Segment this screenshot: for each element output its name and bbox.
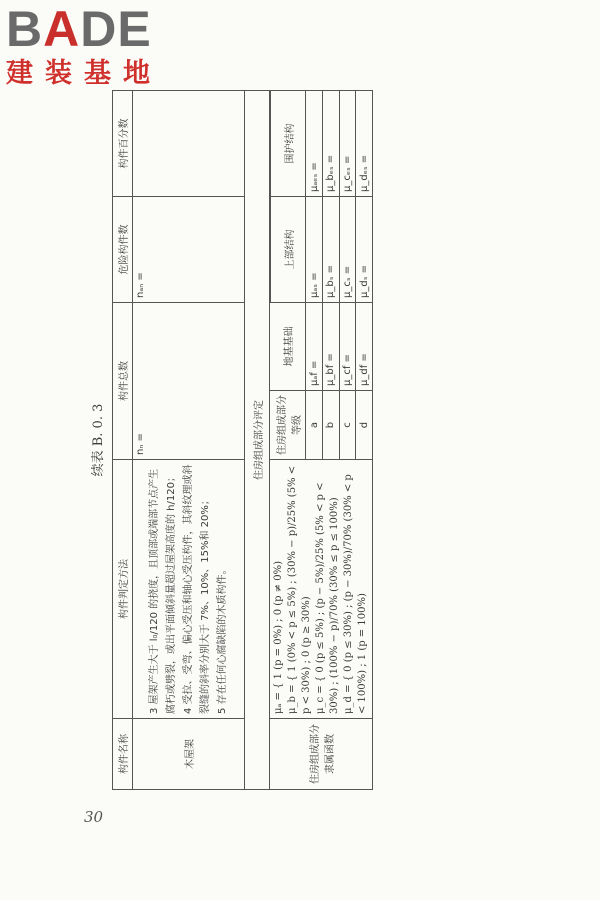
sub-header-upper: 上部结构 — [271, 197, 306, 303]
total-count-cell: nₙ = — [133, 302, 245, 459]
grade-a-foundation: μₐf = — [306, 302, 323, 390]
membership-label: 住房组成部分隶属函数 — [270, 719, 373, 790]
header-danger: 危险构件数 — [113, 197, 133, 303]
grade-b-foundation: μ_bf = — [323, 302, 340, 390]
grade-d-foundation: μ_df = — [356, 302, 373, 390]
logo-wordmark: BADE — [6, 1, 152, 57]
header-total: 构件总数 — [113, 302, 133, 459]
sub-header-envelope: 围护结构 — [271, 91, 306, 197]
grade-c: c — [339, 391, 356, 460]
grade-d: d — [356, 391, 373, 460]
grade-a-upper: μₐₛ = — [306, 197, 323, 303]
grade-b: b — [323, 391, 340, 460]
method-item: 4 受拉、受弯、偏心受压和轴心受压构件，其斜纹理或斜裂缝的斜率分别大于 7%、10%、15%和 20%； — [183, 464, 211, 714]
table-caption: 续表 B. 0. 3 — [91, 403, 106, 477]
method-item: 3 屋架产生大于 l₀/120 的挠度，且顶部或端部节点产生腐朽或劈裂，或出平面倾斜量超过屋架高度的 h/120； — [149, 468, 177, 714]
grade-header: 住房组成部分等级 — [270, 391, 306, 460]
grade-c-upper: μ_cₛ = — [339, 197, 356, 303]
logo — [6, 1, 176, 90]
section-title: 住房组成部分评定 — [245, 91, 270, 790]
grade-c-envelope: μ_cₑₛ = — [339, 91, 356, 197]
formula-d: μ_d = { 0 (p ≤ 30%) ; (p − 30%)/70% (30% < p < 100%) ; 1 (p = 100%) — [343, 474, 368, 714]
membership-formulas — [270, 460, 373, 719]
percentage-cell — [133, 91, 245, 197]
formula-b: μ_b = { 1 (0% < p ≤ 5%) ; (30% − p)/25% (5% < p < 30%) ; 0 (p ≥ 30%) — [287, 465, 312, 714]
rotated-table-region — [90, 90, 492, 790]
header-method: 构件判定方法 — [113, 460, 133, 719]
grade-d-envelope: μ_dₑₛ = — [356, 91, 373, 197]
grade-c-foundation: μ_cf = — [339, 302, 356, 390]
grade-b-upper: μ_bₛ = — [323, 197, 340, 303]
sub-header-foundation: 地基基础 — [270, 302, 306, 390]
grade-b-envelope: μ_bₑₛ = — [323, 91, 340, 197]
grade-a-envelope: μₐₑₛ = — [306, 91, 323, 197]
formula-c: μ_c = { 0 (p ≤ 5%) ; (p − 5%)/25% (5% < p < 30%) ; (100% − p)/70% (30% ≤ p ≤ 100%) — [315, 482, 340, 714]
header-percentage: 构件百分数 — [113, 91, 133, 197]
danger-count-cell: nₐₙ = — [133, 197, 245, 303]
assessment-table — [112, 90, 373, 790]
component-name: 木屋架 — [133, 719, 245, 790]
grade-d-upper: μ_dₛ = — [356, 197, 373, 303]
logo-subtitle: 建装基地 — [6, 58, 162, 89]
grade-a: a — [306, 391, 323, 460]
method-list — [133, 460, 245, 719]
page-number: 30 — [84, 808, 104, 826]
header-component-name: 构件名称 — [113, 719, 133, 790]
formula-a: μₐ = { 1 (p = 0%) ; 0 (p ≠ 0%) — [273, 560, 284, 714]
method-item: 5 存在任何心腐缺陷的木质构件。 — [217, 564, 228, 714]
